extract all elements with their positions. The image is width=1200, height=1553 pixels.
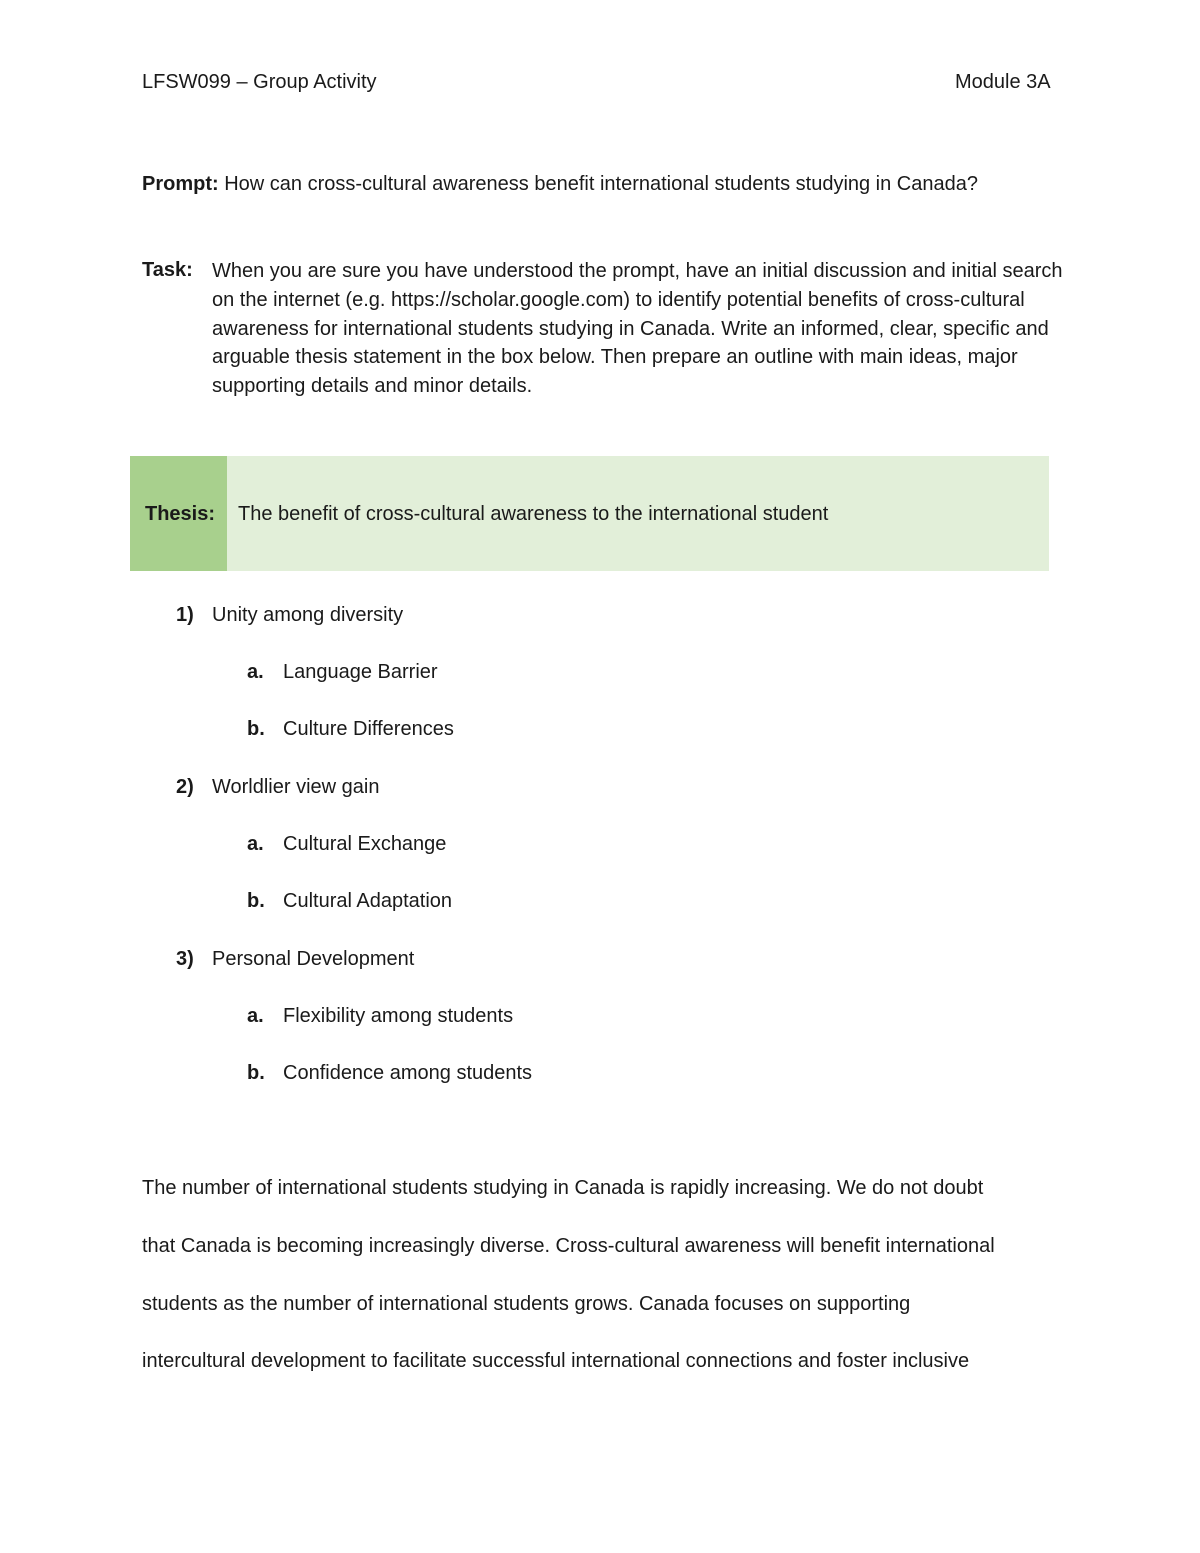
module-label: Module 3A [955, 71, 1051, 93]
paragraph-line: that Canada is becoming increasingly diverse. Cross-cultural awareness will benefit international [142, 1235, 995, 1257]
outline-sub-item: Flexibility among students [283, 1005, 514, 1027]
outline-main-idea: Personal Development [212, 948, 415, 970]
prompt-label: Prompt: [142, 173, 219, 195]
outline-sub-marker: a. [247, 661, 264, 683]
outline-sub-item: Confidence among students [283, 1062, 533, 1084]
outline-sub-item: Culture Differences [283, 718, 454, 740]
task-text: When you are sure you have understood the prompt, have an initial discussion and initial search on the internet (e.g. https://scholar.google.com) to identify potential benefits of cross-cultural awareness for international students studying in Canada. Write an informed, clear, specific and arguable thesis statement in the box below. Then prepare an outline with main ideas, major supporting details and minor details. [212, 260, 1063, 398]
outline-sub-marker: a. [247, 1005, 264, 1027]
outline-marker: 2) [176, 776, 194, 798]
outline-main-idea: Unity among diversity [212, 604, 404, 626]
outline-main-idea: Worldlier view gain [212, 776, 380, 798]
prompt-line [142, 173, 978, 196]
outline-sub-marker: b. [247, 1062, 265, 1084]
outline-sub-item: Cultural Exchange [283, 833, 447, 855]
prompt-text: How can cross-cultural awareness benefit international students studying in Canada? [218, 173, 978, 195]
task-label: Task: [142, 259, 193, 281]
paragraph-line: students as the number of international students grows. Canada focuses on supporting [142, 1293, 911, 1315]
thesis-statement: The benefit of cross-cultural awareness to the international student [238, 503, 829, 525]
outline-sub-item: Language Barrier [283, 661, 438, 683]
paragraph-line: intercultural development to facilitate successful international connections and foster inclusive [142, 1350, 970, 1372]
outline-marker: 3) [176, 948, 194, 970]
outline-sub-marker: b. [247, 718, 265, 740]
paragraph-line: The number of international students studying in Canada is rapidly increasing. We do not doubt [142, 1177, 984, 1199]
thesis-label-cell [130, 456, 227, 571]
thesis-box [130, 456, 1049, 571]
thesis-label: Thesis: [145, 503, 216, 525]
outline-sub-marker: b. [247, 890, 265, 912]
course-title: LFSW099 – Group Activity [142, 71, 377, 93]
outline-sub-marker: a. [247, 833, 264, 855]
outline-sub-item: Cultural Adaptation [283, 890, 453, 912]
outline-marker: 1) [176, 604, 194, 626]
